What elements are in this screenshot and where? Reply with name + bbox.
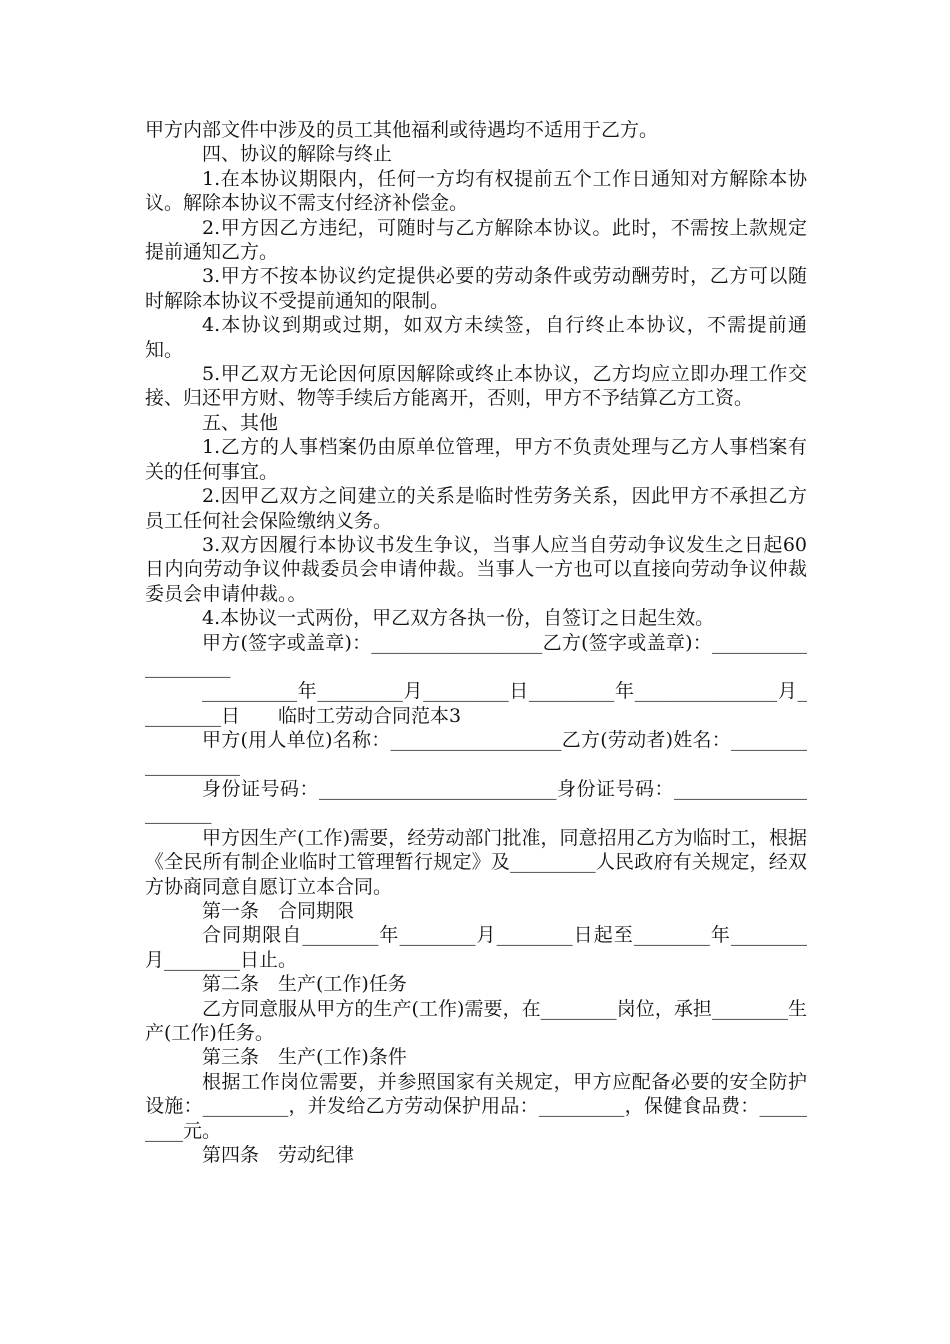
- article-heading: 第二条 生产(工作)任务: [202, 973, 407, 996]
- paragraph: 5.甲乙双方无论因何原因解除或终止本协议，乙方均应立即办理工作交接、归还甲方财、物等手续后方能离开，否则，甲方不予结算乙方工资。: [145, 363, 807, 410]
- section-heading: 四、协议的解除与终止: [202, 143, 393, 166]
- signature-line: 甲方(签字或盖章)：__________________乙方(签字或盖章)：___________________: [145, 631, 807, 678]
- paragraph: 2.因甲乙双方之间建立的关系是临时性劳务关系，因此甲方不承担乙方员工任何社会保险缴纳义务。: [145, 485, 807, 532]
- date-line: __________年_________月_________日_________年_______________月_________日 临时工劳动合同范本3: [145, 680, 807, 727]
- paragraph: 4.本协议到期或过期，如双方未续签，自行终止本协议，不需提前通知。: [145, 314, 807, 361]
- document-page: [145, 118, 807, 1167]
- article-heading: 第一条 合同期限: [202, 900, 355, 922]
- paragraph: 3.双方因履行本协议书发生争议，当事人应当自劳动争议发生之日起60日内向劳动争议仲裁委员会申请仲裁。当事人一方也可以直接向劳动争议仲裁委员会申请仲裁。。: [145, 533, 807, 605]
- paragraph: 甲方内部文件中涉及的员工其他福利或待遇均不适用于乙方。: [145, 119, 659, 141]
- paragraph: 根据工作岗位需要，并参照国家有关规定，甲方应配备必要的安全防护设施：_________，并发给乙方劳动保护用品：_________，保健食品费：_________元。: [145, 1070, 807, 1142]
- paragraph: 甲方因生产(工作)需要，经劳动部门批准，同意招用乙方为临时工，根据《全民所有制企业临时工管理暂行规定》及_________人民政府有关规定，经双方协商同意自愿订立本合同。: [145, 826, 807, 898]
- id-number-line: 身份证号码：_________________________身份证号码：_____________________: [145, 777, 807, 825]
- paragraph: 3.甲方不按本协议约定提供必要的劳动条件或劳动酬劳时，乙方可以随时解除本协议不受提前通知的限制。: [145, 265, 807, 312]
- paragraph: 乙方同意服从甲方的生产(工作)需要，在________岗位，承担________生产(工作)任务。: [145, 997, 807, 1045]
- section-heading: 五、其他: [202, 411, 279, 434]
- paragraph: 合同期限自________年________月________日起至________年________月________日止。: [145, 924, 807, 971]
- paragraph: 1.乙方的人事档案仍由原单位管理，甲方不负责处理与乙方人事档案有关的任何事宜。: [145, 436, 807, 483]
- paragraph: 2.甲方因乙方违纪，可随时与乙方解除本协议。此时，不需按上款规定提前通知乙方。: [145, 216, 807, 264]
- article-heading: 第三条 生产(工作)条件: [202, 1046, 407, 1069]
- paragraph: 1.在本协议期限内，任何一方均有权提前五个工作日通知对方解除本协议。解除本协议不需支付经济补偿金。: [145, 167, 807, 215]
- article-heading: 第四条 劳动纪律: [202, 1144, 355, 1167]
- paragraph: 4.本协议一式两份，甲乙双方各执一份，自签订之日起生效。: [202, 607, 715, 630]
- party-name-line: 甲方(用人单位)名称：__________________乙方(劳动者)姓名：__________________: [145, 729, 807, 776]
